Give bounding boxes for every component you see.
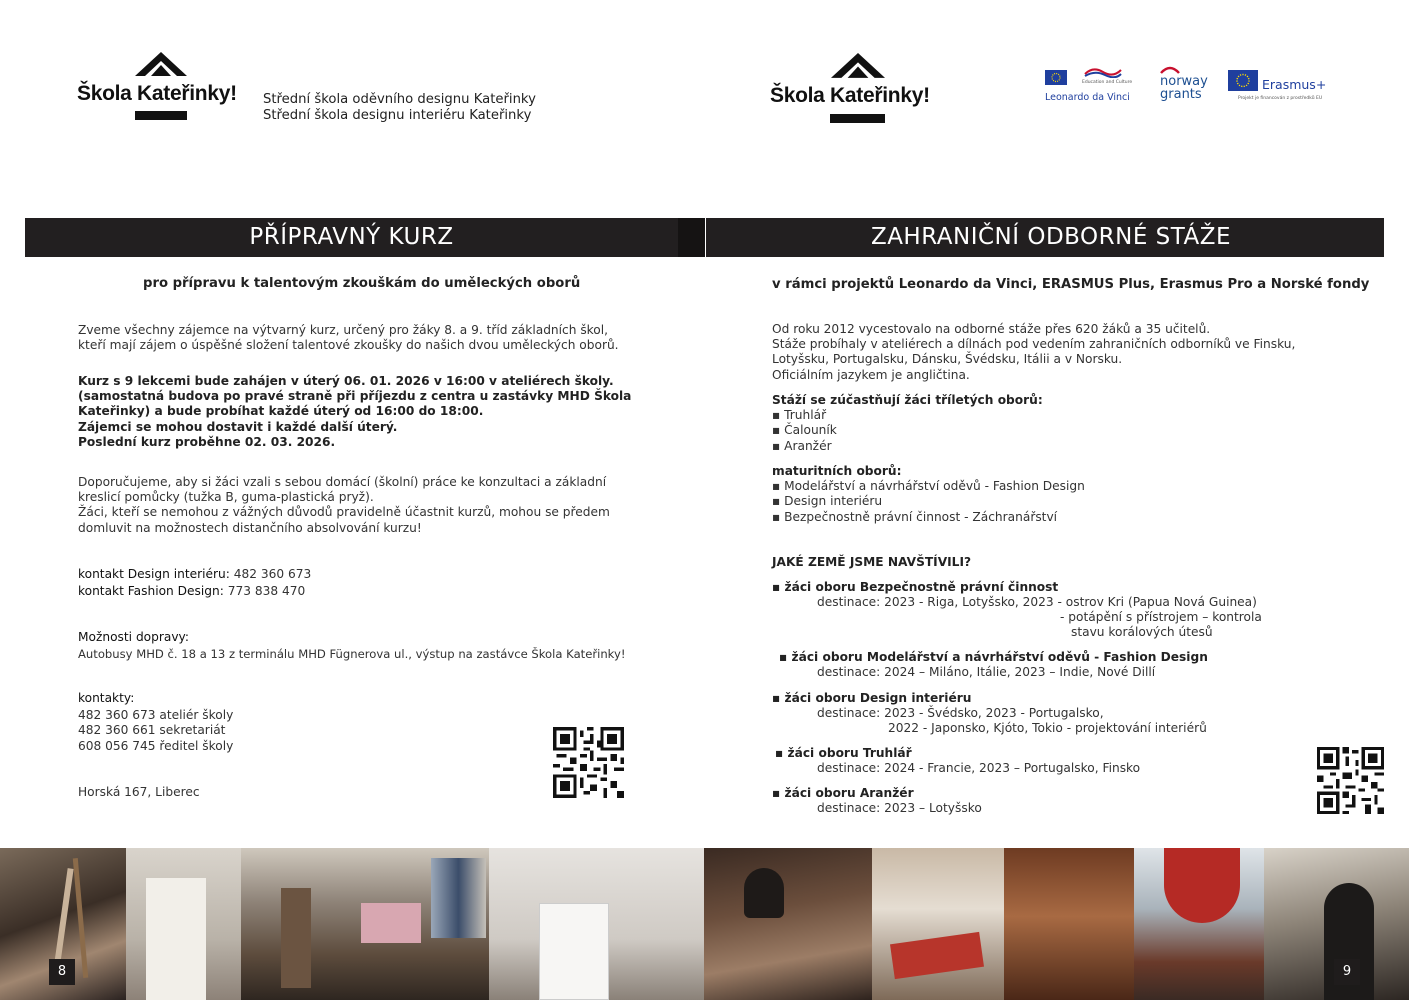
school-brand-name: Škola Kateřinky! xyxy=(770,84,930,107)
transport-text: Autobusy MHD č. 18 a 13 z terminálu MHD Fügnerova ul., výstup na zastávce Škola Kateřinky! xyxy=(78,647,626,661)
destination-extra-line: stavu korálových útesů xyxy=(1071,625,1213,640)
band-fold-shadow xyxy=(678,218,705,257)
group-destination xyxy=(772,595,1257,610)
intro-line: Oficiálním jazykem je angličtina. xyxy=(772,367,970,382)
left-subtitle: pro přípravu k talentovým zkouškám do uměleckých oborů xyxy=(143,276,581,291)
brand-underline-bar xyxy=(830,114,885,123)
destination-label: destinace: xyxy=(817,595,881,610)
grants-text: grants xyxy=(1160,87,1202,102)
page-number-right: 9 xyxy=(1334,959,1360,985)
contact-line: 608 056 745 ředitel školy xyxy=(78,738,234,753)
page-number-left: 8 xyxy=(49,959,75,985)
recommend-line: domluvit na možnostech distančního absolvování kurzu! xyxy=(78,520,422,535)
destination-group xyxy=(775,746,1140,776)
left-band-title: PŘÍPRAVNÝ KURZ xyxy=(249,224,454,250)
leonardo-da-vinci-logo xyxy=(1044,66,1142,106)
group-title: ▪ žáci oboru Truhlář xyxy=(775,746,912,760)
contact-design xyxy=(78,566,311,583)
address: Horská 167, Liberec xyxy=(78,785,200,799)
group-title: ▪ žáci oboru Bezpečnostně právní činnost xyxy=(772,580,1059,594)
qr-code-icon xyxy=(553,727,624,798)
destination-text: 2024 - Francie, 2023 – Portugalsko, Finsko xyxy=(884,761,1141,776)
field-item: ▪ Truhlář xyxy=(772,408,827,423)
course-line: Poslední kurz proběhne 02. 03. 2026. xyxy=(78,434,336,449)
contact-design-label: kontakt Design interiéru: xyxy=(78,567,230,581)
destination-extra xyxy=(1060,610,1262,640)
photo-drawing-sketch xyxy=(489,848,704,1000)
transport-heading: Možnosti dopravy: xyxy=(78,630,189,644)
leonardo-text: Leonardo da Vinci xyxy=(1045,92,1130,103)
contacts-block xyxy=(78,691,233,754)
norway-grants-logo xyxy=(1159,66,1215,106)
phone-contacts xyxy=(78,566,311,600)
field-item: ▪ Čalouník xyxy=(772,423,837,438)
course-line: Kateřinky) a bude probíhat každé úterý od 16:00 do 18:00. xyxy=(78,404,484,419)
right-intro xyxy=(772,322,1295,383)
school-brand-name: Škola Kateřinky! xyxy=(77,82,237,105)
eu-flag-icon xyxy=(1228,70,1258,91)
countries-heading: JAKÉ ZEMĚ JSME NAVŠTÍVILI? xyxy=(772,555,972,569)
destination-group xyxy=(779,650,1208,680)
recommend-line: Doporučujeme, aby si žáci vzali s sebou domácí (školní) práce ke konzultaci a základní xyxy=(78,475,607,489)
intro-line: Zveme všechny zájemce na výtvarný kurz, určený pro žáky 8. a 9. tříd základních škol, xyxy=(78,323,609,337)
intro-line: kteří mají zájem o úspěšné složení talentové zkoušky do našich dvou uměleckých oborů. xyxy=(78,338,619,353)
course-line: Kurz s 9 lekcemi bude zahájen v úterý 06. 01. 2026 v 16:00 v ateliérech školy. xyxy=(78,374,614,388)
contact-line: 482 360 673 ateliér školy xyxy=(78,708,234,723)
destination-group xyxy=(772,580,1257,610)
eu-flag-icon xyxy=(1045,70,1067,85)
destination-text: 2023 – Lotyšsko xyxy=(884,801,982,816)
school-roof-logo-icon xyxy=(831,53,885,80)
contact-fashion xyxy=(78,583,311,600)
school-names xyxy=(263,92,536,124)
three-year-fields xyxy=(772,393,1043,454)
destination-label: destinace: xyxy=(817,801,881,816)
qr-code-icon xyxy=(1317,747,1384,814)
maturity-fields xyxy=(772,464,1085,525)
photo-workshop-class xyxy=(704,848,872,1000)
destination-label: destinace: xyxy=(817,706,881,721)
right-subtitle: v rámci projektů Leonardo da Vinci, ERASMUS Plus, Erasmus Pro a Norské fondy xyxy=(772,277,1370,292)
recommend-line: kreslicí pomůcky (tužka B, guma-plastická pryž). xyxy=(78,490,374,505)
field-item: ▪ Aranžér xyxy=(772,438,832,453)
field-item: ▪ Design interiéru xyxy=(772,494,883,509)
photo-painting-hand xyxy=(126,848,241,1000)
brand-underline-bar xyxy=(135,111,187,120)
destination-text-2: 2022 - Japonsko, Kjóto, Tokio - projektování interiérů xyxy=(888,721,1207,736)
recommend-line: Žáci, kteří se nemohou z vážných důvodů pravidelně účastnit kurzů, mohou se předem xyxy=(78,505,610,520)
leonardo-wave-icon xyxy=(1083,66,1123,78)
recommendation xyxy=(78,475,610,536)
school-name-1: Střední škola oděvního designu Kateřinky xyxy=(263,92,536,107)
destination-group xyxy=(772,786,982,816)
photo-temple-lantern xyxy=(1134,848,1264,1000)
group-destination xyxy=(772,801,982,816)
group-destination xyxy=(775,761,1140,776)
field-item: ▪ Bezpečnostně právní činnost - Záchranářství xyxy=(772,509,1058,524)
contact-design-phone: 482 360 673 xyxy=(233,567,312,581)
destination-label: destinace: xyxy=(817,761,881,776)
photo-wooden-hall xyxy=(1004,848,1134,1000)
norway-text: norway xyxy=(1160,74,1208,89)
contact-fashion-label: kontakt Fashion Design: xyxy=(78,584,224,598)
right-band-title: ZAHRANIČNÍ ODBORNÉ STÁŽE xyxy=(870,224,1232,250)
erasmus-text: Erasmus+ xyxy=(1262,77,1327,92)
contact-line: 482 360 661 sekretariát xyxy=(78,723,226,738)
transport xyxy=(78,629,626,663)
three-year-heading: Stáží se zúčastňují žáci tříletých oborů: xyxy=(772,393,1043,407)
destination-text: 2024 – Miláno, Itálie, 2023 – Indie, Nové Dillí xyxy=(884,665,1156,680)
destination-label: destinace: xyxy=(817,665,881,680)
left-title-band xyxy=(25,218,705,257)
field-item: ▪ Modelářství a návrhářství oděvů - Fashion Design xyxy=(772,479,1085,494)
destination-text: 2023 - Riga, Lotyšsko, 2023 - ostrov Kri (Papua Nová Guinea) xyxy=(884,595,1257,610)
destination-extra-line: - potápění s přístrojem – kontrola xyxy=(1060,610,1262,624)
contacts-heading: kontakty: xyxy=(78,691,135,705)
intro-line: Stáže probíhaly v ateliérech a dílnách pod vedením zahraničních odborníků ve Finsku, xyxy=(772,337,1296,352)
intro-line: Lotyšsku, Portugalsku, Dánsku, Švédsku, Itálii a v Norsku. xyxy=(772,352,1123,367)
group-destination xyxy=(779,665,1208,680)
right-title-band xyxy=(706,218,1384,257)
course-details xyxy=(78,374,631,450)
destination-text: 2023 - Švédsko, 2023 - Portugalsko, xyxy=(884,706,1104,721)
course-line: Zájemci se mohou dostavit i každé další úterý. xyxy=(78,419,398,434)
group-title: ▪ žáci oboru Modelářství a návrhářství oděvů - Fashion Design xyxy=(779,650,1208,664)
norway-arc-icon xyxy=(1160,66,1180,74)
school-roof-logo-icon xyxy=(135,52,187,78)
course-line: (samostatná budova po pravé straně při příjezdu z centra u zastávky MHD Škola xyxy=(78,389,632,404)
school-name-2: Střední škola designu interiéru Kateřinky xyxy=(263,108,532,123)
erasmus-plus-logo xyxy=(1228,70,1330,104)
leonardo-small-text: Education and Culture xyxy=(1082,80,1133,85)
destination-group xyxy=(772,691,1207,737)
group-title: ▪ žáci oboru Aranžér xyxy=(772,786,914,800)
contact-fashion-phone: 773 838 470 xyxy=(227,584,306,598)
intro-line: Od roku 2012 vycestovalo na odborné stáže přes 620 žáků a 35 učitelů. xyxy=(772,322,1211,336)
maturity-heading: maturitních oborů: xyxy=(772,464,902,478)
erasmus-small-text: Projekt je financován z prostředků EU xyxy=(1238,96,1323,101)
group-destination xyxy=(772,706,1207,721)
photo-art-studio xyxy=(241,848,489,1000)
photo-japan-interior xyxy=(872,848,1004,1000)
left-intro xyxy=(78,323,619,353)
group-title: ▪ žáci oboru Design interiéru xyxy=(772,691,972,705)
